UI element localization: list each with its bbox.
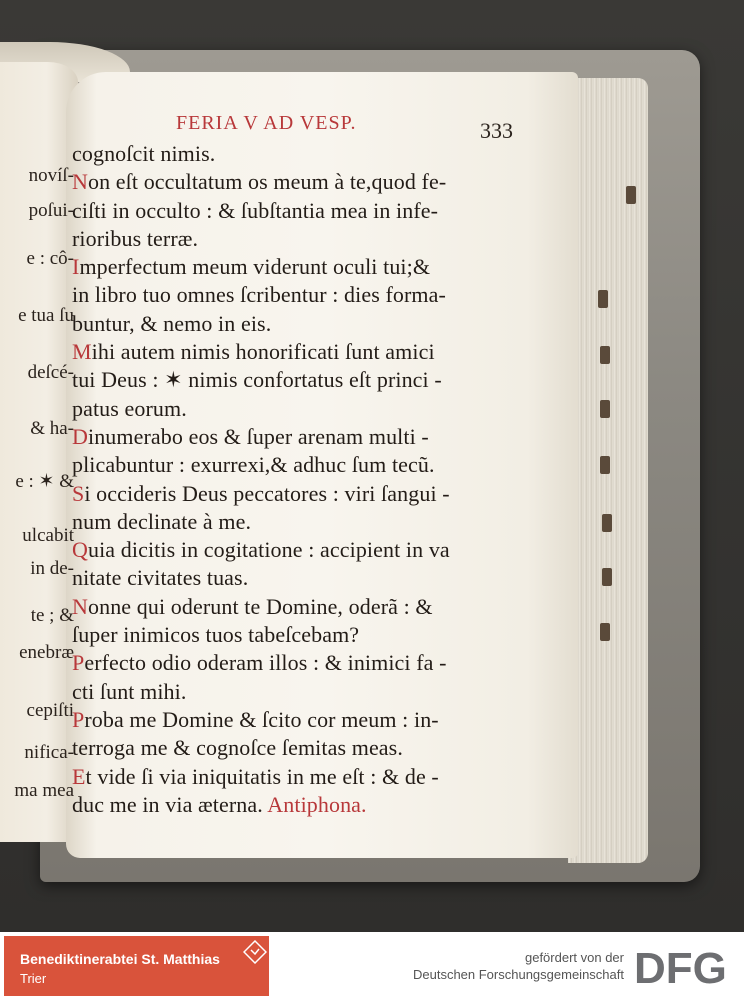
text-line	[72, 366, 520, 394]
thumb-tab	[602, 514, 612, 532]
text-line	[72, 423, 520, 451]
red-initial: N	[72, 593, 88, 619]
funding-line-1: gefördert von der	[524, 950, 624, 965]
line-text: nitate civitates tuas.	[72, 565, 249, 591]
line-text: mperfectum meum viderunt oculi tui;&	[79, 254, 431, 280]
line-text: tui Deus : ✶ nimis confortatus eſt princi -	[72, 367, 442, 393]
left-page-fragment: & ha-	[30, 418, 74, 439]
thumb-tab	[626, 186, 636, 204]
line-text: uia dicitis in cogitatione : accipient in va	[88, 537, 450, 563]
line-text: terroga me & cognoſce ſemitas meas.	[72, 735, 403, 761]
left-page-fragment: deſcé-	[27, 362, 74, 383]
line-text: buntur, & nemo in eis.	[72, 310, 272, 336]
line-text: num declinate à me.	[72, 508, 252, 534]
text-line	[72, 649, 520, 677]
line-text: erfecto odio oderam illos : & inimici fa -	[84, 650, 447, 676]
line-text: ſuper inimicos tuos tabeſcebam?	[72, 622, 360, 648]
text-line	[72, 395, 520, 423]
left-page-fragment: enebræ	[19, 642, 74, 663]
funding-line-2: Deutschen Forschungsgemeinschaft	[412, 967, 624, 982]
left-page-fragment: in de-	[30, 558, 74, 579]
line-text: inumerabo eos & ſuper arenam multi -	[88, 423, 429, 449]
dfg-logo-icon[interactable]	[634, 946, 738, 988]
text-line	[72, 536, 520, 564]
line-text: roba me Domine & ſcito cor meum : in-	[84, 706, 439, 732]
line-text: ciſti in occulto : & ſubſtantia mea in infe-	[72, 197, 439, 223]
text-line	[72, 197, 520, 225]
institution-city: Trier	[20, 971, 47, 986]
line-text: cti ſunt mihi.	[72, 678, 187, 704]
red-initial: E	[72, 763, 86, 789]
text-line	[72, 508, 520, 536]
left-page-fragment: cepiſti	[26, 700, 74, 721]
text-line	[72, 253, 520, 281]
line-text: cognoſcit nimis.	[72, 141, 216, 166]
line-text: duc me in via æterna.	[72, 791, 268, 817]
institution-name[interactable]: Benediktinerabtei St. Matthias	[20, 951, 220, 967]
psalm-text	[72, 140, 520, 819]
text-line	[72, 281, 520, 309]
page-number: 333	[480, 118, 513, 143]
left-page-fragment: e : ✶ &	[15, 471, 74, 492]
text-line	[72, 310, 520, 338]
line-text: on eſt occultatum os meum à te,quod fe-	[88, 169, 447, 195]
red-initial: P	[72, 650, 85, 676]
text-line	[72, 225, 520, 253]
thumb-tab	[600, 346, 610, 364]
page-fore-edge	[568, 78, 648, 863]
running-head: FERIA V AD VESP.	[176, 112, 357, 134]
left-page-fragment: novíſ-	[28, 165, 74, 186]
line-text: patus eorum.	[72, 395, 187, 421]
red-initial: Q	[72, 537, 88, 563]
text-line	[72, 480, 520, 508]
thumb-tab	[600, 400, 610, 418]
red-initial: M	[72, 339, 92, 365]
left-page-fragment: ulcabit	[22, 525, 74, 546]
line-text: i occideris Deus peccatores : viri ſangui -	[84, 480, 450, 506]
left-page-fragment: e : cô-	[26, 248, 74, 269]
text-line	[72, 564, 520, 592]
text-line	[72, 791, 520, 819]
line-text: t vide ſi via iniquitatis in me eſt : & de -	[85, 763, 439, 789]
text-line	[72, 678, 520, 706]
red-initial: D	[72, 423, 88, 449]
text-line	[72, 593, 520, 621]
red-initial: I	[72, 254, 80, 280]
text-line	[72, 763, 520, 791]
red-initial: S	[72, 480, 85, 506]
text-line	[72, 140, 520, 168]
antiphona-rubric: Antiphona.	[267, 791, 367, 817]
text-line	[72, 168, 520, 196]
thumb-tab	[598, 290, 608, 308]
line-text: in libro tuo omnes ſcribentur : dies forma-	[72, 282, 446, 308]
left-page-fragment: ma mea	[14, 780, 74, 801]
line-text: onne qui oderunt te Domine, oderã : &	[88, 593, 433, 619]
red-initial: P	[72, 706, 85, 732]
text-line	[72, 706, 520, 734]
abbey-logo-icon	[243, 940, 267, 964]
left-page-fragment: te ; &	[30, 605, 74, 626]
left-page-fragment: e tua ſu	[18, 305, 74, 326]
text-line	[72, 734, 520, 762]
line-text: ihi autem nimis honorificati ſunt amici	[91, 339, 435, 365]
text-line	[72, 621, 520, 649]
text-line	[72, 338, 520, 366]
thumb-tab	[600, 623, 610, 641]
red-initial: N	[72, 169, 88, 195]
line-text: plicabuntur : exurrexi,& adhuc ſum tecũ.	[72, 452, 435, 478]
text-line	[72, 451, 520, 479]
left-page-fragment: nifica-	[24, 742, 74, 763]
line-text: rioribus terræ.	[72, 225, 199, 251]
thumb-tab	[600, 456, 610, 474]
svg-text:DFG: DFG	[634, 946, 727, 988]
left-page-fragment: poſui-	[28, 200, 74, 221]
thumb-tab	[602, 568, 612, 586]
